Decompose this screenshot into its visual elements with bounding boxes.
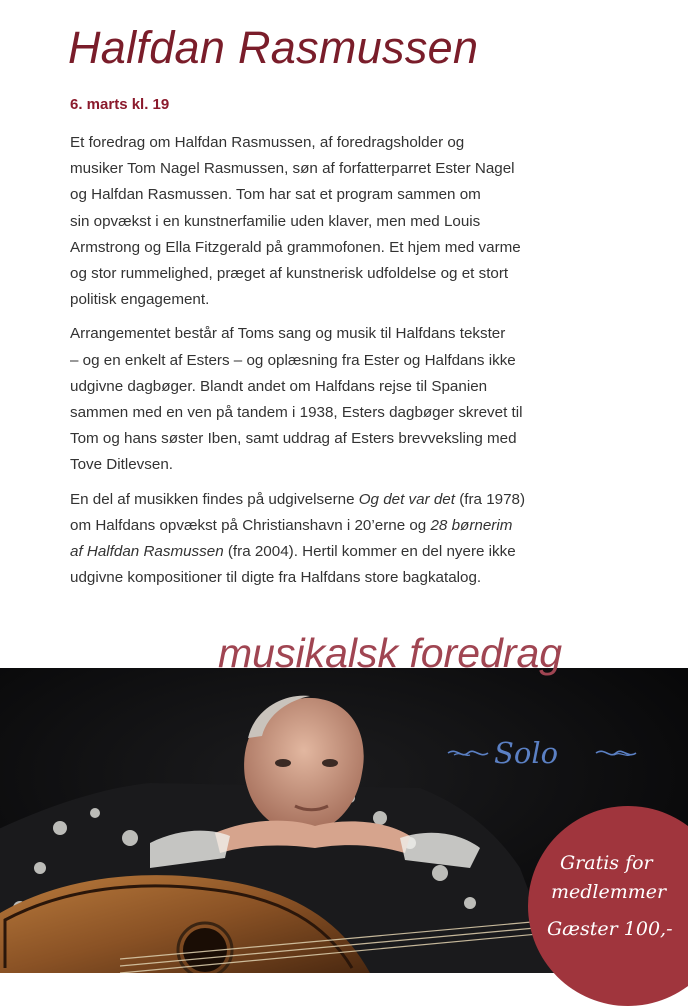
text-segment: om Halfdans opvækst på Christianshavn i 20’erne og xyxy=(70,516,431,534)
text-line: Tove Ditlevsen. xyxy=(70,456,173,474)
text-line: sammen med en ven på tandem i 1938, Esters dagbøger skrevet til xyxy=(70,404,523,422)
description-paragraph-3 xyxy=(70,487,560,592)
description-paragraph-1 xyxy=(70,130,560,313)
text-line: og Halfdan Rasmussen. Tom har sat et program sammen om xyxy=(70,186,481,204)
event-date: 6. marts kl. 19 xyxy=(70,96,170,113)
solo-label: Solo xyxy=(494,736,559,770)
text-line: – og en enkelt af Esters – og oplæsning fra Ester og Halfdans ikke xyxy=(70,351,516,369)
flourish-left-icon xyxy=(446,745,490,761)
text-line: udgivne kompositioner til digte fra Halfdans store bagkatalog. xyxy=(70,569,482,587)
album-title-28-boernerim: 28 børnerim xyxy=(430,516,513,534)
text-line: sin opvækst i en kunstnerfamilie uden klaver, men med Louis xyxy=(70,212,481,230)
text-line: politisk engagement. xyxy=(70,291,210,309)
text-line: og stor rummelighed, præget af kunstnerisk udfoldelse og et stort xyxy=(70,265,509,283)
text-line: Armstrong og Ella Fitzgerald på grammofonen. Et hjem med varme xyxy=(70,238,521,256)
badge-members-label: medlemmer xyxy=(551,881,667,903)
text-line xyxy=(70,513,560,539)
text-segment: (fra 1978) xyxy=(454,490,526,508)
text-line: Arrangementet består af Toms sang og musik til Halfdans tekster xyxy=(70,325,506,343)
badge-guest-price: Gæster 100,- xyxy=(547,918,673,940)
text-segment: (fra 2004). Hertil kommer en del nyere ikke xyxy=(223,543,516,561)
event-title: Halfdan Rasmussen xyxy=(68,22,479,73)
text-line: Tom og hans søster Iben, samt uddrag af Esters brevveksling med xyxy=(70,430,517,448)
description-paragraph-2 xyxy=(70,321,560,478)
album-title-continued: af Halfdan Rasmussen xyxy=(70,543,224,561)
text-line xyxy=(70,539,560,565)
text-segment: En del af musikken findes på udgivelserne xyxy=(70,490,359,508)
text-line: Et foredrag om Halfdan Rasmussen, af foredragsholder og xyxy=(70,134,465,151)
text-line: musiker Tom Nagel Rasmussen, søn af forfatterparret Ester Nagel xyxy=(70,160,515,178)
badge-free-label: Gratis for xyxy=(560,852,653,874)
event-description xyxy=(70,130,560,599)
flourish-right-icon xyxy=(594,745,638,761)
album-title-og-det-var-det: Og det var det xyxy=(358,490,455,508)
text-line: udgivne dagbøger. Blandt andet om Halfdans rejse til Spanien xyxy=(70,377,488,395)
event-subtitle: musikalsk foredrag xyxy=(218,630,563,676)
text-line xyxy=(70,487,560,513)
solo-label-group xyxy=(446,735,646,775)
